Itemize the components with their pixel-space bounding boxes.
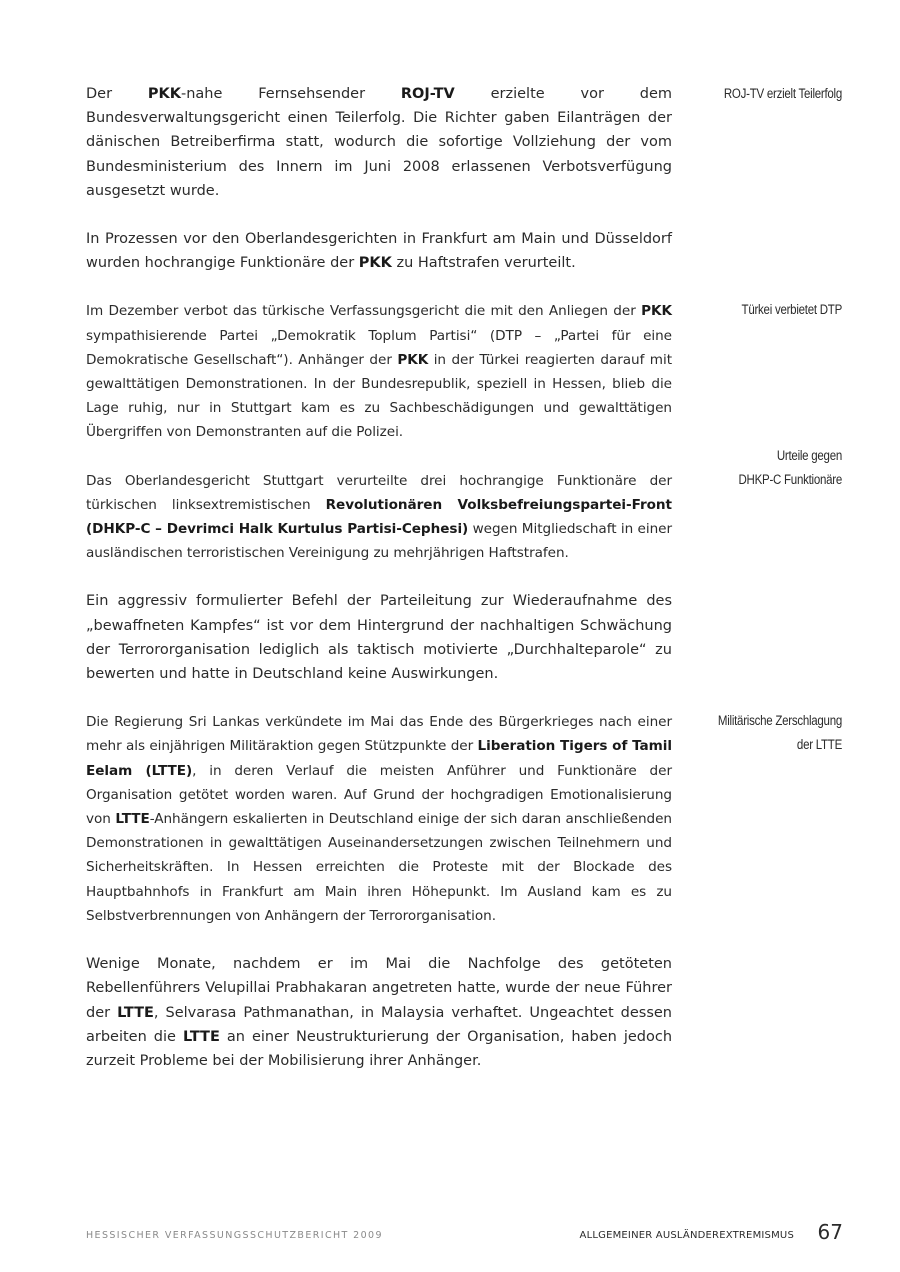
margin-note-dtp <box>696 298 842 322</box>
text-run: , Selvarasa Pathmanathan, in Malaysia verhaftet. Ungeachtet dessen arbeiten die <box>86 1004 672 1045</box>
text-run: Im Dezember verbot das türkische Verfassungsgericht die mit den Anliegen der <box>86 303 642 320</box>
text-run: in der Türkei reagierten darauf mit gewalttätigen Demonstrationen. In der Bundesrepublik, speziell in Hessen, blieb die Lage ruhig, nur in Stuttgart kam es zu Sachbeschädigungen und gewalttätigen Übergriffen von Demonstranten auf die Polizei. <box>86 351 672 441</box>
bold-term: LTTE <box>117 1004 154 1021</box>
paragraph-ltte-sri-lanka <box>86 710 672 928</box>
bold-term: PKK <box>397 351 429 368</box>
margin-note-ltte-line1: Militärische Zerschlagung <box>717 713 842 728</box>
text-run: -nahe Fernsehsender <box>181 86 401 102</box>
paragraph-ltte-fuehrer <box>86 952 672 1073</box>
bold-term: PKK <box>147 86 181 102</box>
bold-term: Liberation Tigers of Tamil Eelam (LTTE) <box>86 738 672 779</box>
bold-term: ROJ-TV <box>400 86 455 102</box>
margin-note-dhkpc-line2: DHKP-C Funktionäre <box>738 472 842 487</box>
bold-term: Revolutionären Volksbefreiungspartei-Front (DHKP-C – Devrimci Halk Kurtulus Partisi-Cephesi) <box>86 496 673 538</box>
margin-note-dhkpc <box>696 444 842 492</box>
paragraph-dtp-verbot <box>86 299 672 444</box>
text-run: Das Oberlandesgericht Stuttgart verurteilte drei hochrangige Funktionäre der türkischen linksextremistischen <box>86 472 672 513</box>
text-run: Die Regierung Sri Lankas verkündete im Mai das Ende des Bürgerkrieges nach einer mehr als einjährigen Militäraktion gegen Stützpunkte der <box>86 714 672 755</box>
bold-term: PKK <box>358 255 392 272</box>
margin-note-rojtv <box>696 82 842 106</box>
paragraph-dhkpc-urteil <box>86 469 672 566</box>
body-text-column <box>86 82 672 1097</box>
page-number: 67 <box>817 1220 843 1244</box>
bold-term: LTTE <box>115 811 150 828</box>
text-run: -Anhängern eskalierten in Deutschland einige der sich daran anschließenden Demonstrationen in gewalttätigen Auseinandersetzungen zwischen Teilnehmern und Sicherheitskräften. In Hessen erreichten die Proteste mit der Blockade des Hauptbahnhofs in Frankfurt am Main ihren Höhepunkt. Im Ausland kam es zu Selbstverbrennungen von Anhängern der Terrororganisation. <box>86 811 672 924</box>
text-run: Ein aggressiv formulierter Befehl der Parteileitung zur Wiederaufnahme des „bewaffneten Kampfes“ ist vor dem Hintergrund der nachhaltigen Schwächung der Terrororganisation lediglich als taktisch motivierte „Durchhalteparole“ zu bewerten und hatte in Deutschland keine Auswirkungen. <box>86 593 672 683</box>
margin-note-dhkpc-line1: Urteile gegen <box>776 448 842 463</box>
margin-note-ltte <box>696 709 842 757</box>
text-run: Wenige Monate, nachdem er im Mai die Nachfolge des getöteten Rebellenführers Velupillai Prabhakaran angetreten hatte, wurde der neue Führer der <box>86 956 672 1021</box>
text-run: Der <box>86 86 148 102</box>
paragraph-rojtv <box>86 82 672 203</box>
margin-note-ltte-line2: der LTTE <box>796 737 842 752</box>
text-run: zu Haftstrafen verurteilt. <box>391 255 576 272</box>
margin-note-dtp-text: Türkei verbietet DTP <box>741 302 842 317</box>
text-run: wegen Mitgliedschaft in einer ausländischen terroristischen Vereinigung zu mehrjährigen Haftstrafen. <box>86 521 672 562</box>
text-run: an einer Neustrukturierung der Organisation, haben jedoch zurzeit Probleme bei der Mobilisierung ihrer Anhänger. <box>86 1028 673 1069</box>
bold-term: PKK <box>641 303 672 320</box>
text-run: sympathisierende Partei „Demokratik Toplum Partisi“ (DTP – „Partei für eine Demokratische Gesellschaft“). Anhänger der <box>86 327 672 368</box>
text-run: In Prozessen vor den Oberlandesgerichten in Frankfurt am Main und Düsseldorf wurden hochrangige Funktionäre der <box>86 231 672 272</box>
paragraph-pkk-prozesse <box>86 227 672 275</box>
footer-publication-title: HESSISCHER VERFASSUNGSSCHUTZBERICHT 2009 <box>86 1230 383 1241</box>
footer-section-title: ALLGEMEINER AUSLÄNDEREXTREMISMUS <box>579 1230 794 1241</box>
margin-note-rojtv-text: ROJ-TV erzielt Teilerfolg <box>723 86 842 101</box>
paragraph-bewaffneter-kampf <box>86 589 672 686</box>
bold-term: LTTE <box>182 1028 220 1045</box>
text-run: erzielte vor dem Bundesverwaltungsgericht einen Teilerfolg. Die Richter gaben Eilanträgen der dänischen Betreiberfirma statt, wodurch die sofortige Vollziehung der vom Bundesministerium des Innern im Juni 2008 erlassenen Verbotsverfügung ausgesetzt wurde. <box>86 86 672 199</box>
text-run: , in deren Verlauf die meisten Anführer und Funktionäre der Organisation getötet worden waren. Auf Grund der hochgradigen Emotionalisierung von <box>86 762 672 828</box>
